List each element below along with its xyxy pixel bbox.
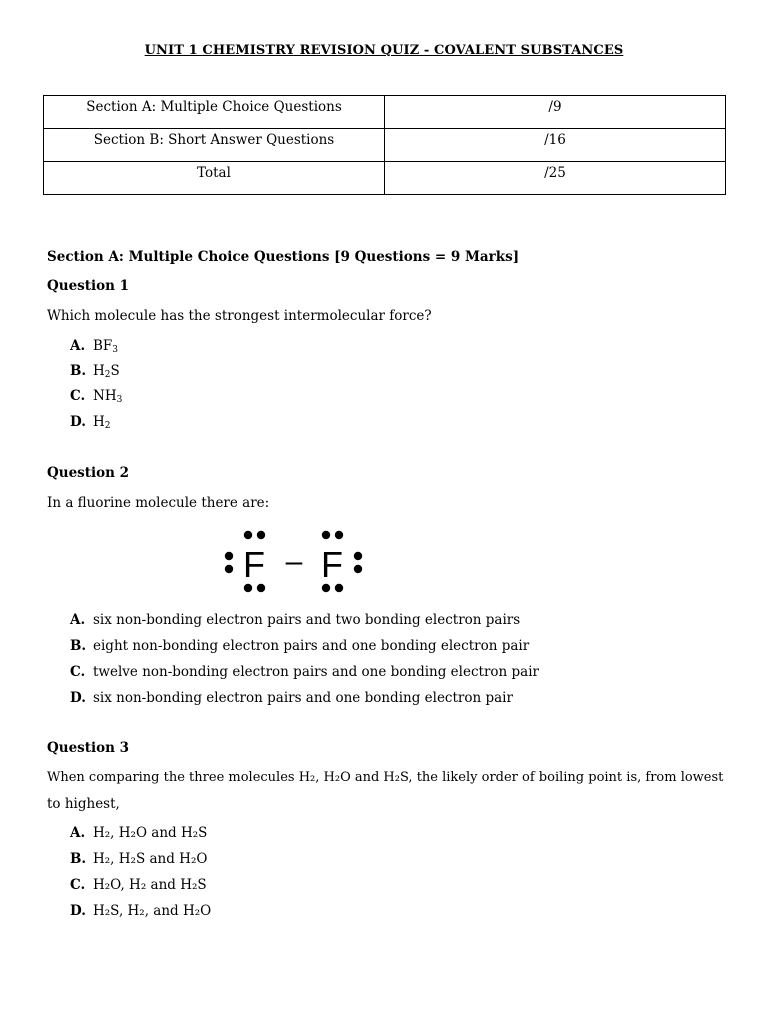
bond-label: –	[285, 545, 303, 578]
option-letter: D.	[70, 903, 86, 919]
question-2-option-d	[70, 690, 513, 706]
question-1-heading: Question 1	[47, 278, 130, 294]
electron-dot	[244, 531, 252, 539]
electron-dot	[322, 584, 330, 592]
question-3-text-line-2: to highest,	[47, 796, 120, 812]
question-3-option-d	[70, 903, 211, 919]
option-text-suffix: S	[110, 363, 120, 379]
quiz-title: UNIT 1 CHEMISTRY REVISION QUIZ - COVALENT SUBSTANCES	[144, 43, 624, 58]
table-row	[44, 129, 726, 162]
score-label: Section A: Multiple Choice Questions	[44, 96, 385, 129]
question-3-text-line-1: When comparing the three molecules H₂, H₂O and H₂S, the likely order of boiling point is, from lowest	[47, 770, 724, 785]
score-label: Total	[44, 162, 385, 195]
option-text: H	[93, 414, 105, 430]
option-subscript: 2	[104, 421, 111, 431]
score-value: /9	[385, 96, 726, 129]
question-3-option-b	[70, 851, 207, 867]
option-subscript: 2	[104, 370, 111, 380]
option-letter: D.	[70, 414, 86, 430]
section-a-heading: Section A: Multiple Choice Questions [9 Questions = 9 Marks]	[47, 249, 520, 265]
question-2-heading: Question 2	[47, 465, 130, 481]
option-letter: C.	[70, 664, 86, 680]
option-text: H	[93, 363, 105, 379]
option-letter: B.	[70, 363, 87, 379]
option-text: BF	[93, 338, 113, 354]
question-2-option-a	[70, 612, 520, 628]
question-2-option-c	[70, 664, 539, 680]
question-2-text: In a fluorine molecule there are:	[47, 495, 270, 511]
electron-dot	[354, 552, 362, 560]
question-3-heading: Question 3	[47, 740, 130, 756]
option-letter: B.	[70, 851, 87, 867]
question-1-text: Which molecule has the strongest intermolecular force?	[47, 308, 432, 324]
electron-dot	[225, 565, 233, 573]
right-atom-label: F	[321, 544, 343, 585]
question-3-option-c	[70, 877, 207, 893]
electron-dot	[244, 584, 252, 592]
electron-dot	[257, 531, 265, 539]
option-letter: C.	[70, 388, 86, 404]
score-value: /25	[385, 162, 726, 195]
question-3-option-a	[70, 825, 207, 841]
option-letter: A.	[70, 612, 86, 628]
electron-dot	[257, 584, 265, 592]
option-letter: B.	[70, 638, 87, 654]
option-subscript: 3	[116, 395, 123, 405]
option-text: H₂S, H₂, and H₂O	[93, 903, 212, 919]
score-value: /16	[385, 129, 726, 162]
left-atom-label: F	[243, 544, 265, 585]
question-1-option-a	[70, 338, 118, 355]
question-2-option-b	[70, 638, 529, 654]
option-text: H₂O, H₂ and H₂S	[93, 877, 207, 893]
question-1-option-c	[70, 388, 122, 405]
option-text: H₂, H₂O and H₂S	[93, 825, 208, 841]
electron-dot	[335, 531, 343, 539]
lewis-structure-diagram	[218, 527, 368, 597]
electron-dot	[335, 584, 343, 592]
option-letter: D.	[70, 690, 86, 706]
option-letter: A.	[70, 825, 86, 841]
question-1-option-b	[70, 363, 120, 380]
option-text: twelve non-bonding electron pairs and one bonding electron pair	[93, 664, 539, 680]
table-row	[44, 96, 726, 129]
option-text: H₂, H₂S and H₂O	[93, 851, 208, 867]
option-text: six non-bonding electron pairs and two bonding electron pairs	[93, 612, 521, 628]
option-letter: A.	[70, 338, 86, 354]
option-text: NH	[93, 388, 117, 404]
electron-dot	[225, 552, 233, 560]
electron-dot	[354, 565, 362, 573]
option-text: eight non-bonding electron pairs and one bonding electron pair	[93, 638, 530, 654]
option-subscript: 3	[112, 345, 119, 355]
score-table	[43, 95, 726, 195]
option-text: six non-bonding electron pairs and one bonding electron pair	[93, 690, 513, 706]
question-1-option-d	[70, 414, 111, 431]
table-row	[44, 162, 726, 195]
option-letter: C.	[70, 877, 86, 893]
score-label: Section B: Short Answer Questions	[44, 129, 385, 162]
electron-dot	[322, 531, 330, 539]
